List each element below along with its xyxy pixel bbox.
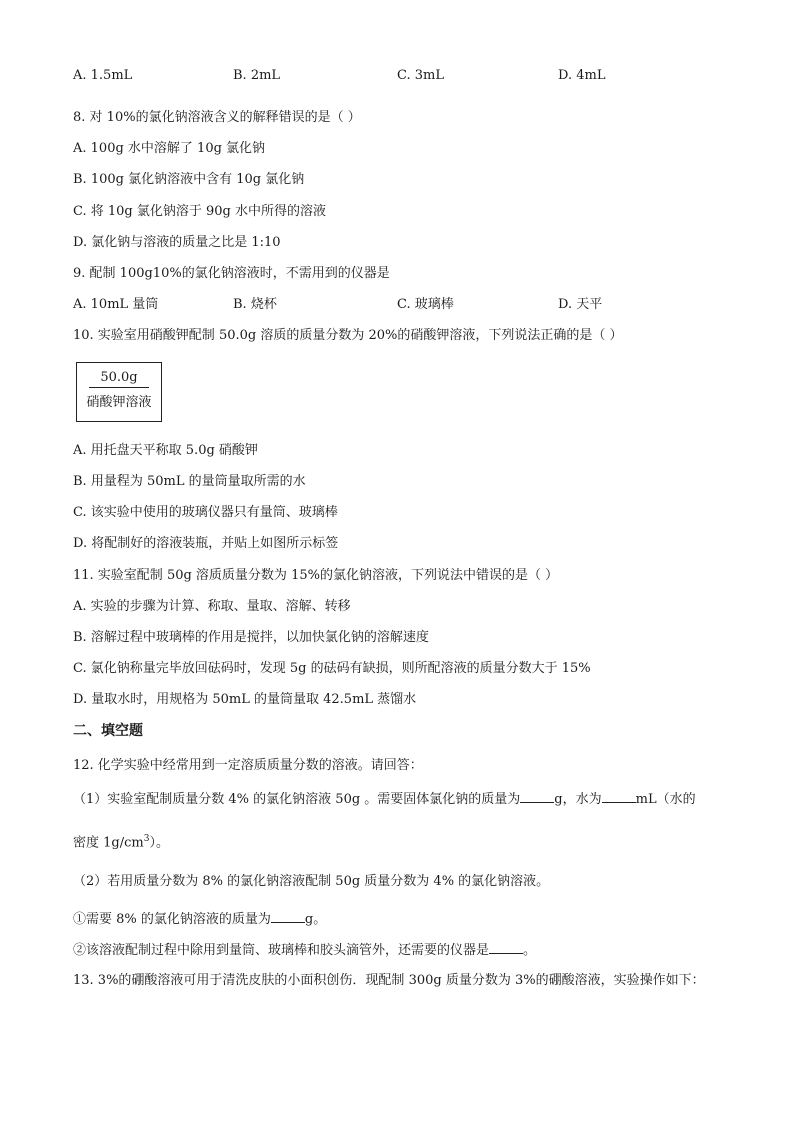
q7-option-b: B. 2mL [233, 68, 281, 83]
q12-item1-unit: g。 [304, 912, 327, 927]
q11-stem: 11. 实验室配制 50g 溶质质量分数为 15%的氯化钠溶液，下列说法中错误的是（ ） [73, 568, 559, 583]
q12-part1-line1 [73, 790, 696, 809]
q10-option-a: A. 用托盘天平称取 5.0g 硝酸钾 [73, 443, 258, 458]
q12-part2-item2 [73, 941, 536, 960]
q12-part1-text-c: mL（水的 [635, 792, 696, 807]
q12-part2-item1 [73, 910, 326, 929]
q8-option-d: D. 氯化钠与溶液的质量之比是 1:10 [73, 235, 281, 250]
q12-item1-text: ①需要 8% 的氯化钠溶液的质量为 [73, 912, 271, 927]
q11-option-c: C. 氯化钠称量完毕放回砝码时，发现 5g 的砝码有缺损，则所配溶液的质量分数大于 15% [73, 661, 591, 676]
q12-part1-line2 [73, 830, 169, 852]
q12-answer-blank-solution-mass[interactable] [271, 910, 305, 923]
q7-option-c: C. 3mL [397, 68, 444, 83]
q10-option-b: B. 用量程为 50mL 的量筒量取所需的水 [73, 474, 306, 489]
q7-option-d: D. 4mL [558, 68, 606, 83]
section-title-fill-in: 二、填空题 [73, 723, 143, 739]
q12-part1-text-a: （1）实验室配制质量分数 4% 的氯化钠溶液 50g 。需要固体氯化钠的质量为 [73, 792, 521, 807]
q12-density-superscript: 3 [143, 834, 150, 844]
q7-option-a: A. 1.5mL [73, 68, 133, 83]
q9-option-c: C. 玻璃棒 [397, 297, 454, 312]
q10-stem: 10. 实验室用硝酸钾配制 50.0g 溶质的质量分数为 20%的硝酸钾溶液，下列说法正确的是（ ） [73, 328, 623, 343]
q8-option-b: B. 100g 氯化钠溶液中含有 10g 氯化钠 [73, 172, 305, 187]
q12-density-text: 密度 1g/cm [73, 835, 144, 851]
q9-option-a: A. 10mL 量筒 [73, 297, 159, 312]
q12-answer-blank-water[interactable] [602, 790, 636, 803]
label-solution-name: 硝酸钾溶液 [86, 395, 152, 410]
q12-part2-stem: （2）若用质量分数为 8% 的氯化钠溶液配制 50g 质量分数为 4% 的氯化钠溶液。 [73, 874, 550, 889]
label-mass: 50.0g [100, 370, 138, 385]
q11-option-d: D. 量取水时，用规格为 50mL 的量筒量取 42.5mL 蒸馏水 [73, 692, 417, 707]
q11-option-a: A. 实验的步骤为计算、称取、量取、溶解、转移 [73, 599, 351, 614]
q12-answer-blank-instrument[interactable] [489, 941, 523, 954]
q12-item2-end: 。 [523, 943, 537, 958]
label-divider [89, 387, 149, 388]
reagent-label-figure [76, 362, 162, 422]
q12-part1-text-b: g，水为 [554, 792, 602, 807]
q11-option-b: B. 溶解过程中玻璃棒的作用是搅拌，以加快氯化钠的溶解速度 [73, 630, 429, 645]
q12-item2-text: ②该溶液配制过程中除用到量筒、玻璃棒和胶头滴管外，还需要的仪器是 [73, 943, 490, 958]
q8-option-c: C. 将 10g 氯化钠溶于 90g 水中所得的溶液 [73, 204, 327, 219]
q10-option-d: D. 将配制好的溶液装瓶，并贴上如图所示标签 [73, 536, 339, 551]
q13-stem: 13. 3%的硼酸溶液可用于清洗皮肤的小面积创伤．现配制 300g 质量分数为 3%的硼酸溶液，实验操作如下： [73, 973, 705, 988]
q12-answer-blank-mass[interactable] [520, 790, 554, 803]
q7-options-row [73, 67, 733, 85]
q9-option-b: B. 烧杯 [233, 297, 277, 312]
q9-option-d: D. 天平 [558, 297, 603, 312]
q9-stem: 9. 配制 100g10%的氯化钠溶液时，不需用到的仪器是 [73, 266, 390, 281]
q12-stem: 12. 化学实验中经常用到一定溶质质量分数的溶液。请回答： [73, 758, 423, 773]
q10-option-c: C. 该实验中使用的玻璃仪器只有量筒、玻璃棒 [73, 505, 338, 520]
q8-stem: 8. 对 10%的氯化钠溶液含义的解释错误的是（ ） [73, 110, 361, 125]
q9-options-row [73, 296, 733, 314]
q8-option-a: A. 100g 水中溶解了 10g 氯化钠 [73, 141, 266, 156]
q12-density-close: ）。 [149, 835, 169, 851]
